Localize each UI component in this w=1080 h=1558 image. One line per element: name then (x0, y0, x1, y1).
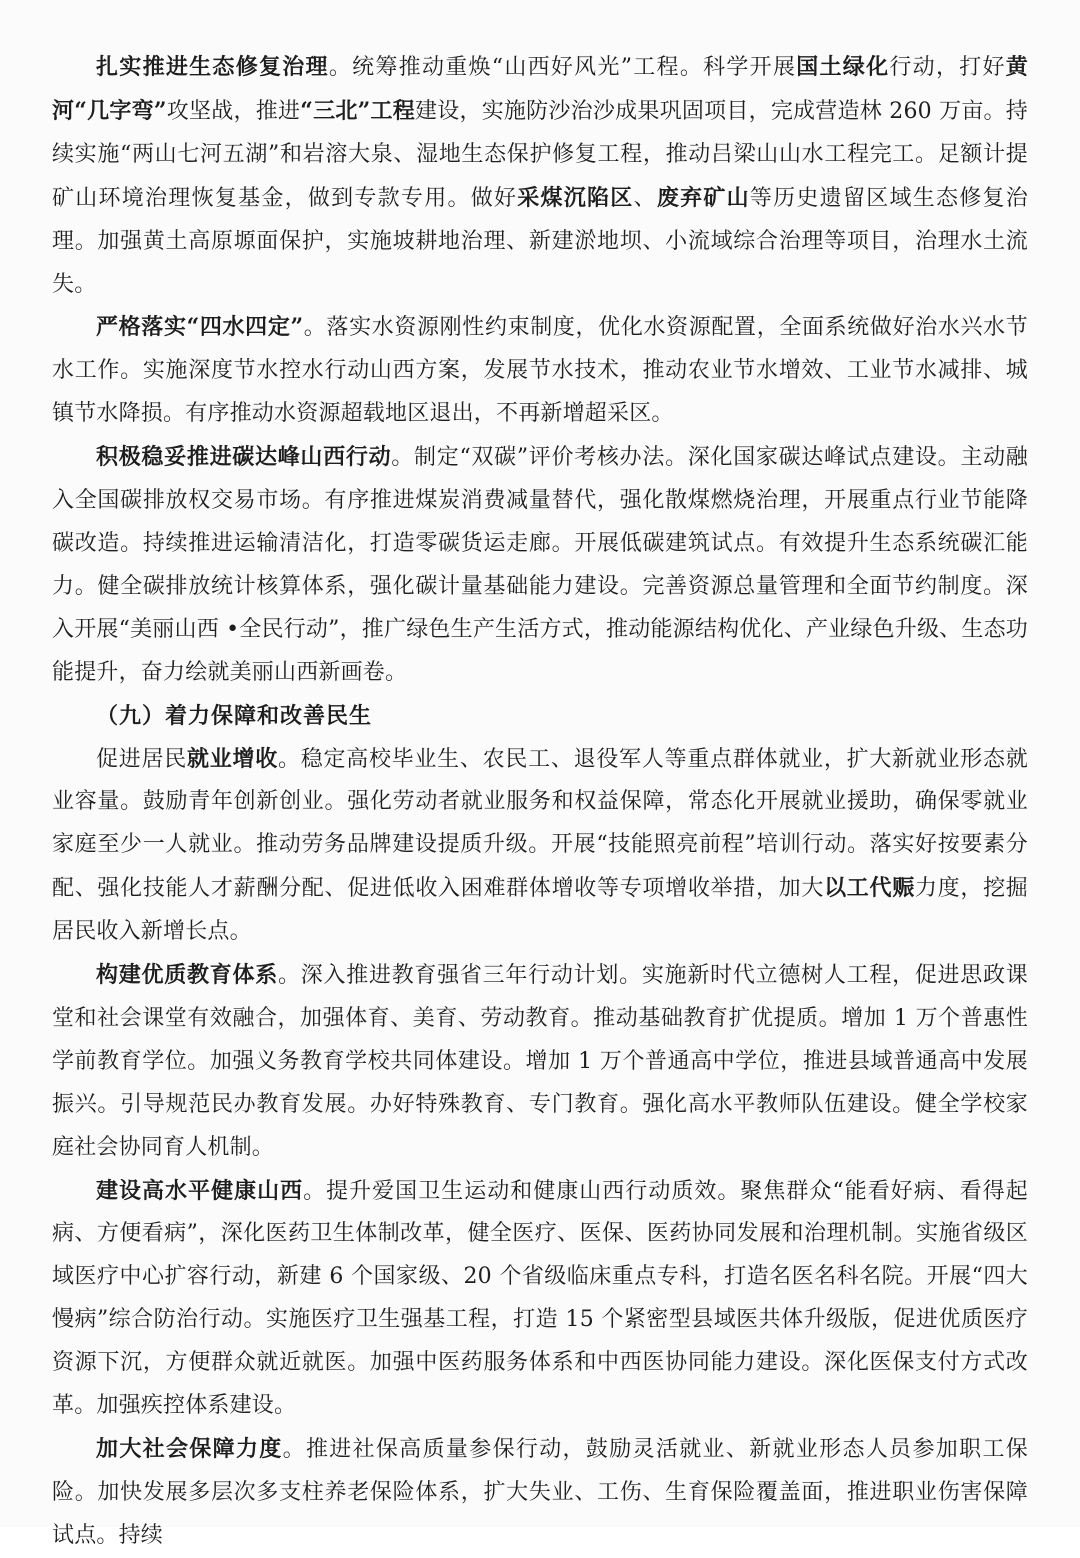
paragraph-employment (52, 738, 1028, 955)
paragraph-lead-text: 建设高水平健康山西 (96, 1177, 304, 1204)
paragraph-social-security (52, 1428, 1028, 1558)
paragraph-body-text: 。提升爱国卫生运动和健康山西行动质效。聚焦群众“能看好病、看得起病、方便看病”，深化医药卫生体制改革，健全医疗、医保、医药协同发展和治理机制。实施省级区域医疗中心扩容行动，新建 6 个国家级、20 个省级临床重点专科，打造名医名科名院。开展“四大慢病”综合防治行动。实施医疗卫生强基工程，打造 15 个紧密型县域医共体升级版，促进优质医疗资源下沉，方便群众就近就医。加强中医药服务体系和中西医协同能力建设。深化医保支付方式改革。加强疾控体系建设。 (52, 1178, 1028, 1419)
paragraph-body-text: 攻坚战，推进 (166, 98, 301, 124)
paragraph-body-text: 力度，挖掘居民收入新增长点。 (52, 876, 1028, 945)
paragraph-eco-restoration (52, 46, 1028, 306)
highlighted-term: 国土绿化 (796, 54, 890, 80)
paragraph-carbon-peak (52, 436, 1028, 694)
highlighted-term: 以工代赈 (824, 875, 915, 902)
paragraph-education (52, 954, 1028, 1170)
paragraph-body-text: 建设，实施防沙治沙成果巩固项目，完成营造林 260 万亩。持续实施“两山七河五湖”和岩溶大泉、湿地生态保护修复工程，推动吕梁山山水工程完工。足额计提矿山环境治理恢复基金，做到专款专用。做好 (52, 98, 1029, 211)
highlighted-term: 废弃矿山 (656, 184, 750, 211)
paragraph-body-text: 。深入推进教育强省三年行动计划。实施新时代立德树人工程，促进思政课堂和社会课堂有效融合，加强体育、美育、劳动教育。推动基础教育扩优提质。增加 1 万个普惠性学前教育学位。加强义务教育学校共同体建设。增加 1 万个普通高中学位，推进县域普通高中发展振兴。引导规范民办教育发展。办好特殊教育、专门教育。强化高水平教师队伍建设。健全学校家庭社会协同育人机制。 (52, 963, 1028, 1160)
paragraph-body-text: 。制定“双碳”评价考核办法。深化国家碳达峰试点建设。主动融入全国碳排放权交易市场。有序推进煤炭消费减量替代，强化散煤燃烧治理，开展重点行业节能降碳改造。持续推进运输清洁化，打造零碳货运走廊。开展低碳建筑试点。有效提升生态系统碳汇能力。健全碳排放统计核算体系，强化碳计量基础能力建设。完善资源总量管理和全面节约制度。深入开展“美丽山西 •全民行动”，推广绿色生产生活方式，推动能源结构优化、产业绿色升级、生态功能提升，奋力绘就美丽山西新画卷。 (52, 445, 1028, 685)
paragraph-lead-text: 严格落实“四水四定” (96, 314, 304, 341)
paragraph-body-text: 。稳定高校毕业生、农民工、退役军人等重点群体就业，扩大新就业形态就业容量。鼓励青年创新创业。强化劳动者就业服务和权益保障，常态化开展就业援助，确保零就业家庭至少一人就业。推动劳务品牌建设提质升级。开展“技能照亮前程”培训行动。落实好按要素分配、强化技能人才薪酬分配、促进低收入困难群体增收等专项增收举措，加大 (52, 746, 1028, 902)
highlighted-term: “三北”工程 (300, 97, 415, 124)
paragraph-body-text: 行动，打好 (889, 55, 1006, 80)
paragraph-body-text: 。落实水资源刚性约束制度，优化水资源配置，全面系统做好治水兴水节水工作。实施深度节水控水行动山西方案，发展节水技术，推动农业节水增效、工业节水减排、城镇节水降损。有序推动水资源超载地区退出，不再新增超采区。 (52, 315, 1028, 427)
section-heading: （九）着力保障和改善民生 (96, 702, 373, 729)
highlighted-term: 采煤沉陷区 (517, 184, 634, 211)
paragraph-body-text: 、 (633, 185, 657, 211)
paragraph-lead-text: 加大社会保障力度 (96, 1436, 283, 1462)
paragraph-body-text: 促进居民 (96, 746, 187, 772)
paragraph-body-text: 。统筹推动重焕“山西好风光”工程。科学开展 (328, 55, 797, 80)
highlighted-term: 就业增收 (186, 745, 278, 772)
highlighted-term: 黄河“几字弯” (52, 54, 1028, 124)
paragraph-lead-text: 构建优质教育体系 (96, 962, 278, 989)
paragraph-lead-text: 积极稳妥推进碳达峰山西行动 (96, 444, 392, 471)
paragraph-lead-text: 扎实推进生态修复治理 (96, 54, 329, 80)
paragraph-body-text: 。推进社保高质量参保行动，鼓励灵活就业、新就业形态人员参加职工保险。加快发展多层次多支柱养老保险体系，扩大失业、工伤、生育保险覆盖面，推进职业伤害保障试点。持续 (52, 1437, 1028, 1548)
paragraph-water-resources (52, 306, 1028, 436)
paragraph-body-text: 等历史遗留区域生态修复治理。加强黄土高原塬面保护，实施坡耕地治理、新建淤地坝、小流域综合治理等项目，治理水土流失。 (52, 185, 1028, 297)
paragraph-health (52, 1170, 1028, 1428)
